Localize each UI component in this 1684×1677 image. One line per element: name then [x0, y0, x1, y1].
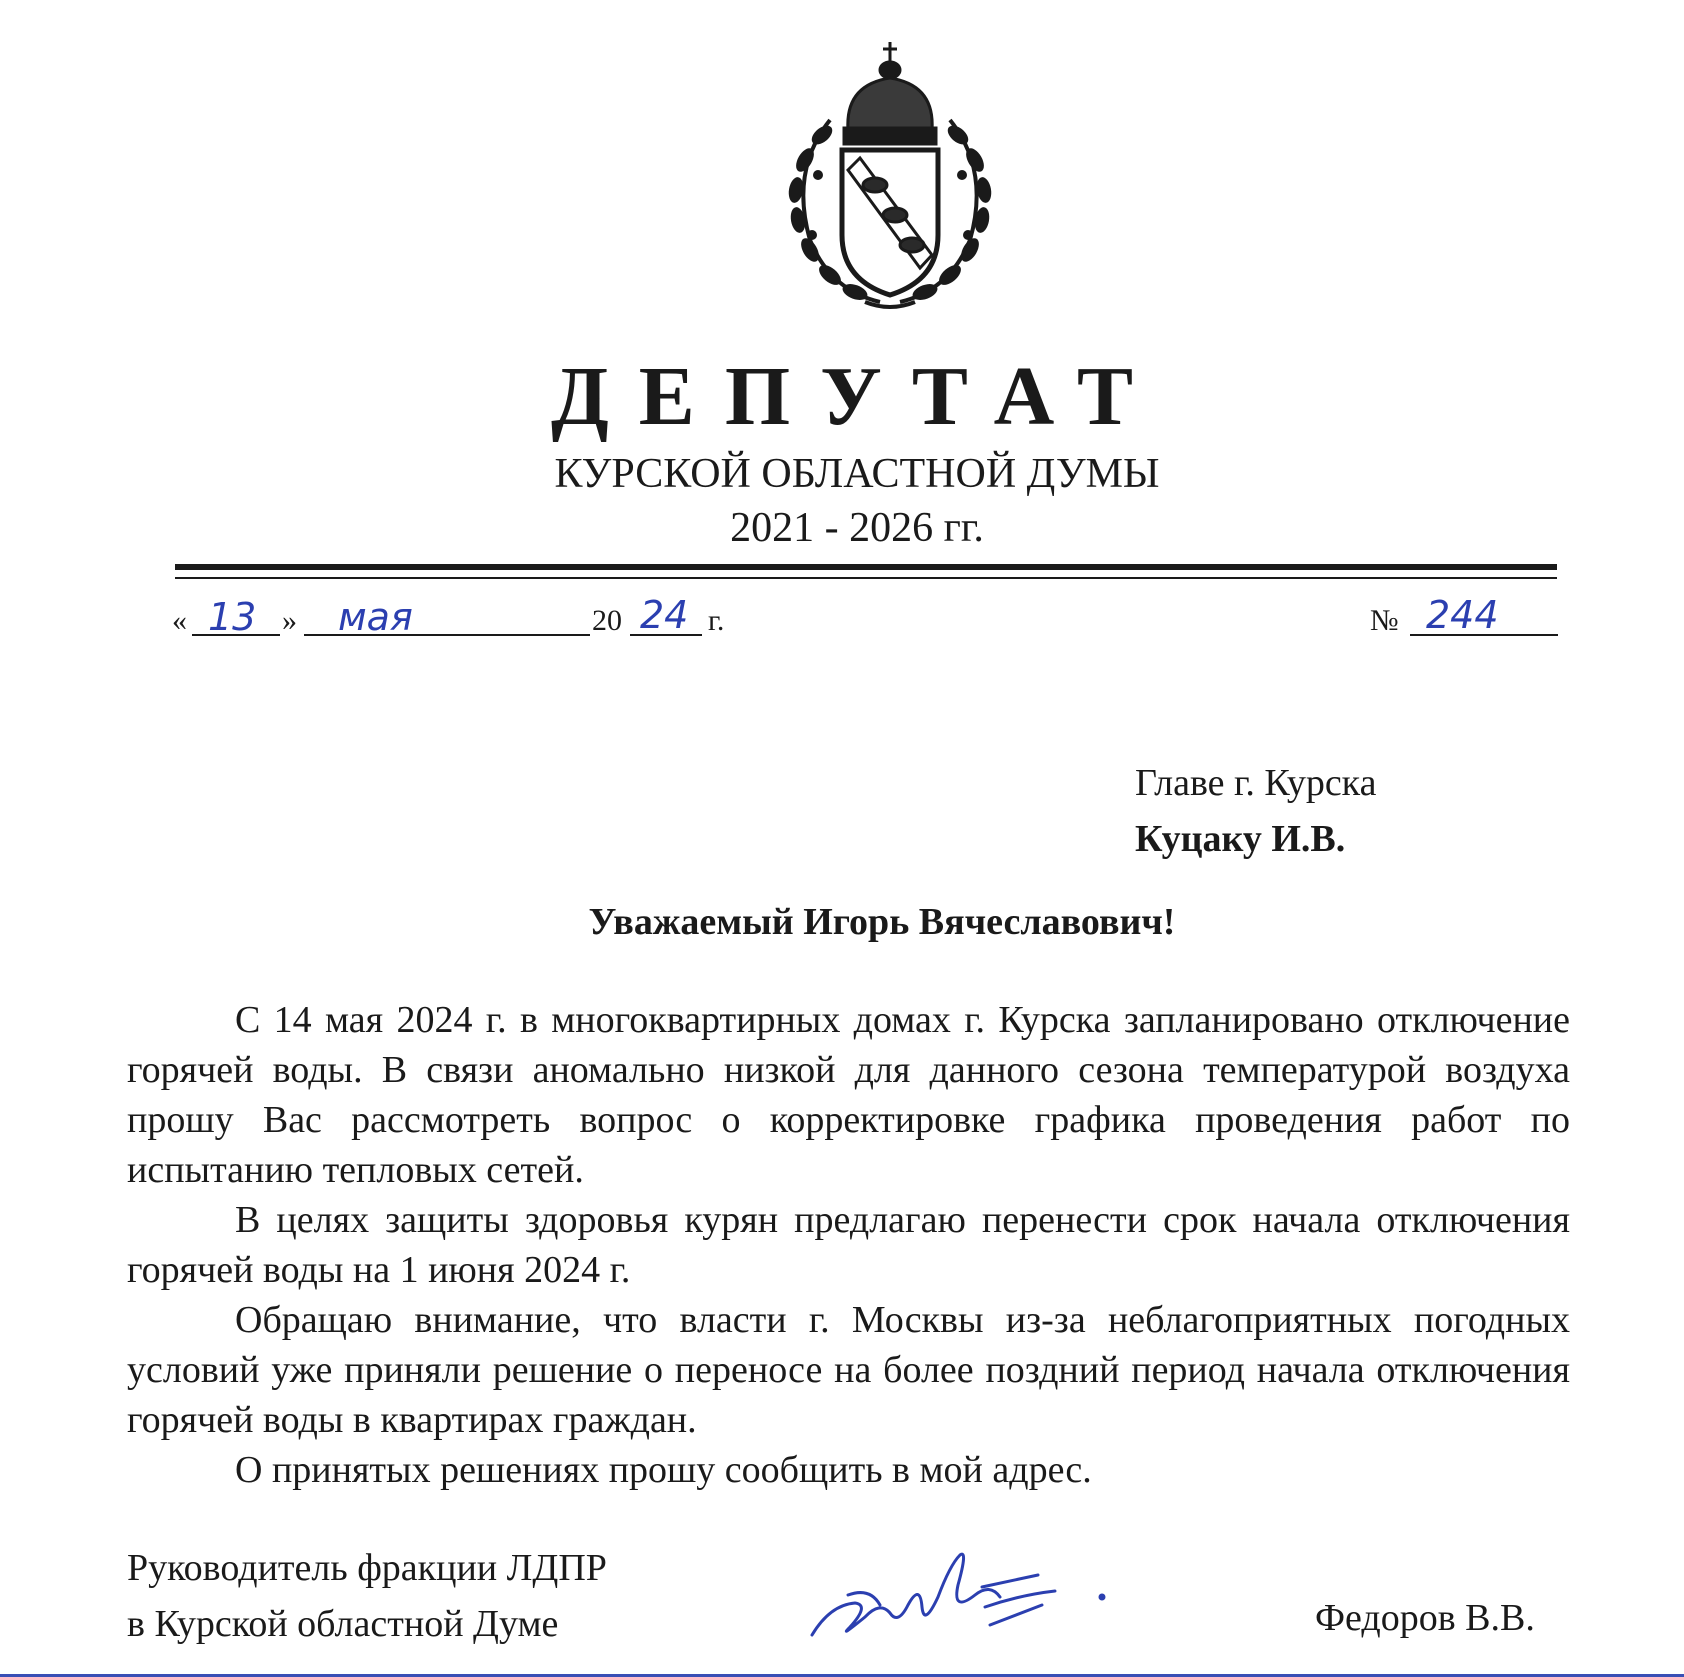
handwritten-signature-icon	[810, 1535, 1120, 1655]
document-number	[1370, 593, 1560, 646]
date-day-handwritten: 13	[208, 595, 257, 639]
signatory-role-line2: в Курской областной Думе	[127, 1603, 559, 1645]
document-number-handwritten: 244	[1426, 593, 1499, 637]
letterhead-subtitle: КУРСКОЙ ОБЛАСТНОЙ ДУМЫ	[554, 451, 1160, 497]
header-rule-thick	[175, 564, 1557, 570]
date-open-quote: «	[172, 604, 187, 637]
signatory-role-line1: Руководитель фракции ЛДПР	[127, 1547, 607, 1589]
date-year-prefix: 20	[592, 604, 622, 637]
salutation: Уважаемый Игорь Вячеславович!	[588, 901, 1176, 943]
letterhead-title: ДЕПУТАТ	[551, 350, 1163, 443]
letterhead-term: 2021 - 2026 гг.	[730, 505, 984, 551]
date-close-quote: »	[282, 604, 297, 637]
date-month-handwritten: мая	[338, 595, 413, 639]
letter-body	[127, 995, 1570, 1495]
addressee-name: Куцаку И.В.	[1135, 818, 1346, 860]
date-year-handwritten: 24	[640, 593, 689, 637]
body-paragraph: Обращаю внимание, что власти г. Москвы из-за неблагоприятных погодных условий уже приняли решение о переносе на более поздний период начала отключения горячей воды в квартирах граждан.	[127, 1299, 1570, 1441]
body-paragraph: С 14 мая 2024 г. в многоквартирных домах г. Курска запланировано отключение горячей воды. В связи аномально низкой для данного сезона температурой воздуха прошу Вас рассмотреть вопрос о корректировке графика проведения работ по испытанию тепловых сетей.	[127, 999, 1570, 1191]
date-year-unit: г.	[708, 604, 725, 637]
body-paragraph: В целях защиты здоровья курян предлагаю перенести срок начала отключения горячей воды на 1 июня 2024 г.	[127, 1199, 1570, 1291]
signatory-role	[127, 1540, 607, 1652]
number-sign: №	[1370, 604, 1399, 637]
header-rule-thin	[175, 577, 1557, 579]
kursk-oblast-coat-of-arms-icon	[760, 40, 1020, 310]
body-paragraph: О принятых решениях прошу сообщить в мой адрес.	[235, 1449, 1092, 1491]
addressee-position: Главе г. Курска	[1135, 762, 1377, 804]
signer-name: Федоров В.В.	[1315, 1597, 1535, 1639]
addressee-block	[1135, 755, 1376, 867]
